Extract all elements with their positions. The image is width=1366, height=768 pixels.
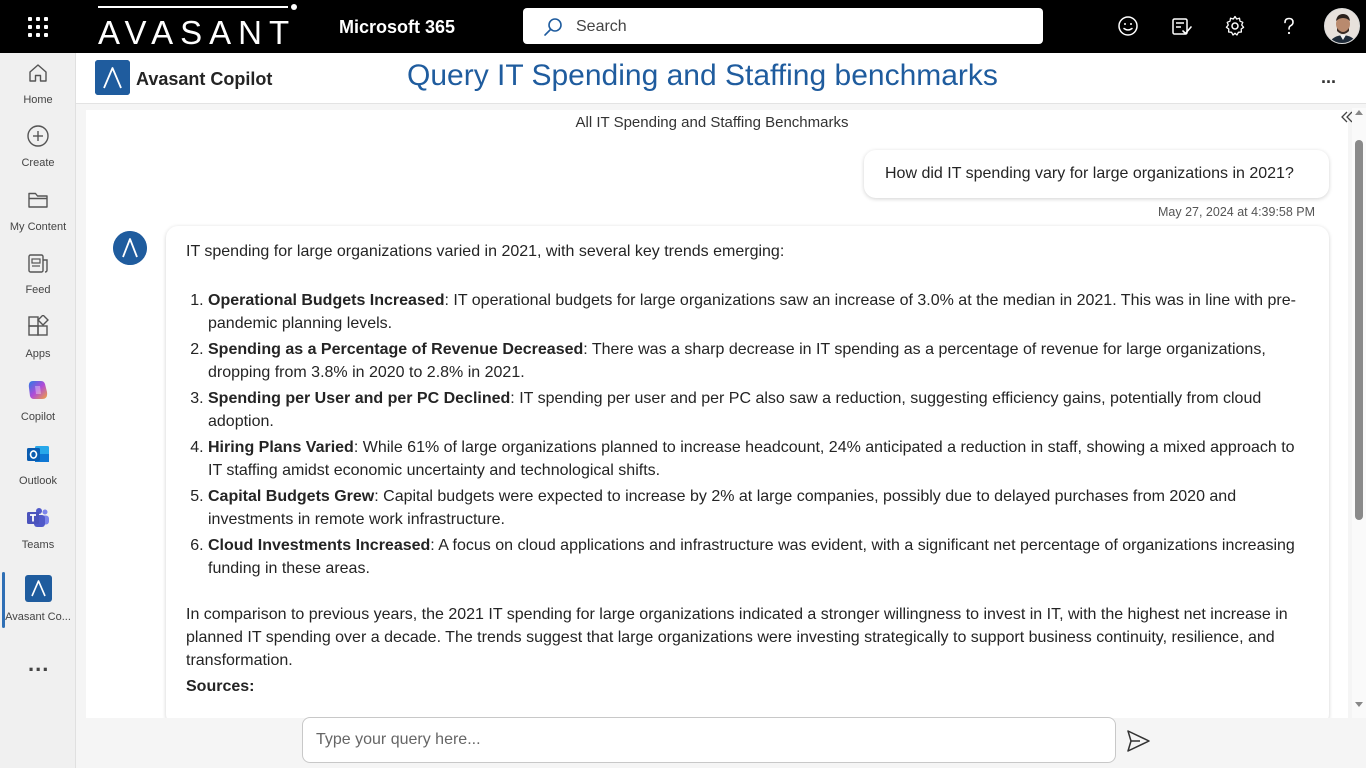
rail-label: Home	[23, 94, 53, 106]
point-text: : Capital budgets were expected to increase by 2% at large companies, possibly due to delayed purchases from 2020 and investments in remote work infrastructure.	[208, 488, 1237, 528]
more-apps-button[interactable]: ...	[28, 651, 50, 676]
list-item	[208, 338, 1296, 384]
list-item	[208, 534, 1296, 580]
avasant-logo-icon	[95, 60, 130, 95]
app-rail	[0, 53, 76, 768]
bot-avatar-icon	[113, 231, 147, 265]
point-text: : IT operational budgets for large organizations saw an increase of 3.0% at the median in 2021. This was in line with pre-pandemic planning levels.	[208, 292, 1296, 332]
folder-icon	[26, 188, 50, 212]
logo-text: AVASANT	[98, 14, 297, 51]
point-title: Spending per User and per PC Declined	[208, 390, 511, 407]
avasant-icon	[25, 575, 52, 602]
point-text: : There was a sharp decrease in IT spending as a percentage of revenue for large organizations, dropping from 3.8% in 2020 to 2.8% in 2021.	[208, 341, 1266, 381]
help-icon[interactable]	[1277, 14, 1301, 38]
list-item	[208, 387, 1296, 433]
rail-label: Apps	[25, 348, 51, 360]
rail-label: Create	[21, 157, 55, 169]
point-title: Capital Budgets Grew	[208, 488, 375, 505]
chat-subtitle: All IT Spending and Staffing Benchmarks	[575, 114, 849, 131]
rail-label: Copilot	[20, 411, 56, 423]
chat-scrollbar[interactable]	[1352, 108, 1366, 718]
app-title: Avasant Copilot	[136, 69, 273, 89]
teams-icon	[26, 506, 50, 530]
point-title: Hiring Plans Varied	[208, 439, 354, 456]
bot-intro: IT spending for large organizations varied in 2021, with several key trends emerging:	[186, 243, 785, 260]
scroll-down-icon[interactable]	[1355, 702, 1363, 707]
rail-item-home[interactable]	[0, 53, 76, 113]
point-title: Cloud Investments Increased	[208, 537, 431, 554]
apps-icon	[26, 315, 50, 339]
rail-item-create[interactable]	[0, 116, 76, 176]
bot-summary: In comparison to previous years, the 2021 IT spending for large organizations indicated a stronger willingness to invest in IT, with the highest net increase in planned IT spending over a decade. The trends suggest that large organizations were investing strategically to support business continuity, resilience, and transformation.	[186, 606, 1288, 669]
sources-label: Sources:	[186, 678, 255, 695]
point-text: : A focus on cloud applications and infrastructure was evident, with a significant net percentage of organizations increasing funding in these areas.	[208, 537, 1295, 577]
more-options-button[interactable]: ...	[1321, 67, 1337, 87]
point-title: Spending as a Percentage of Revenue Decreased	[208, 341, 584, 358]
rail-item-feed[interactable]	[0, 243, 76, 303]
send-icon[interactable]	[1124, 727, 1152, 755]
outlook-icon	[26, 442, 50, 466]
bot-message	[166, 226, 1329, 726]
rail-item-apps[interactable]	[0, 307, 76, 367]
message-timestamp: May 27, 2024 at 4:39:58 PM	[1158, 205, 1316, 219]
list-item	[208, 289, 1296, 335]
search-box[interactable]	[523, 8, 1043, 44]
avatar-image	[1325, 9, 1360, 44]
smiley-icon[interactable]	[1116, 14, 1140, 38]
rail-label: Feed	[25, 284, 51, 296]
scroll-up-icon[interactable]	[1355, 110, 1363, 115]
user-message	[864, 150, 1329, 198]
avasant-logo[interactable]	[98, 6, 298, 51]
app-name[interactable]: Microsoft 365	[339, 17, 456, 37]
user-message-text: How did IT spending vary for large organizations in 2021?	[885, 165, 1294, 182]
list-item	[208, 485, 1296, 531]
plus-circle-icon	[26, 124, 50, 148]
rail-item-copilot[interactable]	[0, 370, 76, 430]
search-icon	[543, 17, 563, 37]
top-bar	[0, 0, 1366, 53]
search-placeholder: Search	[576, 18, 627, 35]
rail-label: Avasant Co...	[5, 611, 71, 623]
rail-item-outlook[interactable]	[0, 434, 76, 494]
rail-item-my-content[interactable]	[0, 180, 76, 240]
key-points-list	[186, 289, 1296, 580]
copilot-icon	[26, 378, 50, 402]
point-text: : While 61% of large organizations planned to increase headcount, 24% anticipated a reduction in staff, showing a mixed approach to IT staffing amidst economic uncertainty and technological shifts.	[208, 439, 1295, 479]
page-title: Query IT Spending and Staffing benchmarks	[407, 59, 998, 92]
gear-icon[interactable]	[1223, 14, 1247, 38]
logo-line	[98, 6, 288, 8]
scrollbar-thumb[interactable]	[1355, 140, 1363, 520]
point-text: : IT spending per user and per PC also saw a reduction, suggesting efficiency gains, potentially from cloud adoption.	[208, 390, 1262, 430]
avatar[interactable]	[1324, 8, 1360, 44]
logo-dot	[291, 4, 297, 10]
rail-item-teams[interactable]	[0, 498, 76, 558]
rail-label: Outlook	[19, 475, 57, 487]
feedback-icon[interactable]	[1170, 14, 1194, 38]
point-title: Operational Budgets Increased	[208, 292, 445, 309]
query-input[interactable]	[302, 717, 1116, 763]
feed-icon	[26, 251, 50, 275]
rail-label: Teams	[21, 539, 55, 551]
bot-message-body	[186, 240, 1296, 698]
rail-item-avasant-copilot[interactable]	[0, 570, 76, 630]
app-header	[76, 53, 1366, 104]
rail-label: My Content	[9, 221, 67, 233]
waffle-icon[interactable]	[26, 15, 50, 39]
list-item	[208, 436, 1296, 482]
home-icon	[26, 61, 50, 85]
